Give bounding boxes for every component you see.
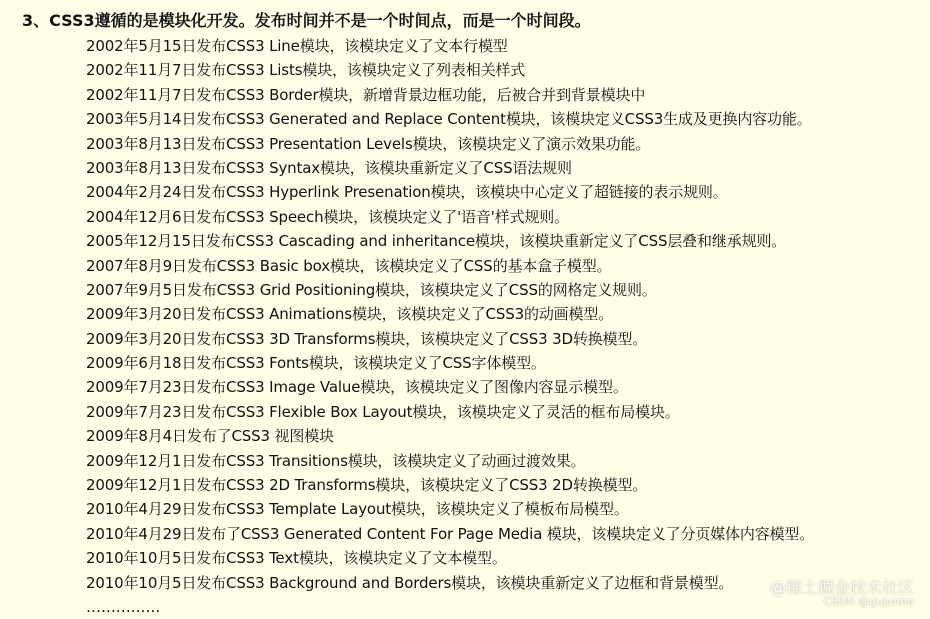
watermark-juejin: @稀土掘金技术社区 — [769, 578, 914, 597]
section-heading: 3、CSS3遵循的是模块化开发。发布时间并不是一个时间点，而是一个时间段。 — [22, 11, 591, 30]
release-timeline-list — [86, 34, 814, 619]
list-item: 2003年8月13日发布CSS3 Syntax模块，该模块重新定义了CSS语法规则 — [86, 158, 572, 177]
list-item: 2007年8月9日发布CSS3 Basic box模块，该模块定义了CSS的基本盒子模型。 — [86, 256, 612, 275]
list-item: 2009年12月1日发布CSS3 2D Transforms模块，该模块定义了CSS3 2D转换模型。 — [86, 476, 648, 495]
list-item: 2004年12月6日发布CSS3 Speech模块，该模块定义了'语音'样式规则。 — [86, 207, 569, 226]
list-item: 2004年2月24日发布CSS3 Hyperlink Presenation模块，该模块中心定义了超链接的表示规则。 — [86, 183, 728, 202]
watermark-csdn: CSDN @gujunhe — [823, 595, 914, 608]
list-item: 2002年11月7日发布CSS3 Border模块，新增背景边框功能，后被合并到背景模块中 — [86, 85, 646, 104]
list-item: 2002年5月15日发布CSS3 Line模块，该模块定义了文本行模型 — [86, 37, 508, 55]
list-item: 2010年4月29日发布了CSS3 Generated Content For Page Media 模块，该模块定义了分页媒体内容模型。 — [86, 524, 815, 543]
list-item: 2009年8月4日发布了CSS3 视图模块 — [86, 427, 334, 446]
list-item: 2003年8月13日发布CSS3 Presentation Levels模块，该模块定义了演示效果功能。 — [86, 134, 651, 153]
list-item: 2009年12月1日发布CSS3 Transitions模块，该模块定义了动画过渡效果。 — [86, 451, 586, 470]
list-item: 2009年7月23日发布CSS3 Flexible Box Layout模块，该模块定义了灵活的框布局模块。 — [86, 402, 680, 421]
list-item: 2009年7月23日发布CSS3 Image Value模块，该模块定义了图像内容显示模型。 — [86, 378, 628, 397]
list-item: 2003年5月14日发布CSS3 Generated and Replace Content模块，该模块定义CSS3生成及更换内容功能。 — [86, 110, 812, 129]
list-item: 2005年12月15日发布CSS3 Cascading and inheritance模块，该模块重新定义了CSS层叠和继承规则。 — [86, 232, 787, 251]
list-item: 2009年3月20日发布CSS3 Animations模块，该模块定义了CSS3的动画模型。 — [86, 305, 614, 324]
list-item: 2010年10月5日发布CSS3 Background and Borders模块，该模块重新定义了边框和背景模型。 — [86, 573, 734, 592]
list-item: 2009年6月18日发布CSS3 Fonts模块，该模块定义了CSS字体模型。 — [86, 354, 546, 373]
list-item: 2010年4月29日发布CSS3 Template Layout模块，该模块定义了模板布局模型。 — [86, 500, 629, 519]
list-item: 2007年9月5日发布CSS3 Grid Positioning模块，该模块定义了CSS的网格定义规则。 — [86, 280, 657, 299]
list-item: 2010年10月5日发布CSS3 Text模块，该模块定义了文本模型。 — [86, 549, 507, 568]
list-item-ellipsis: …………… — [86, 597, 161, 616]
list-item: 2002年11月7日发布CSS3 Lists模块，该模块定义了列表相关样式 — [86, 61, 526, 80]
list-item: 2009年3月20日发布CSS3 3D Transforms模块，该模块定义了CSS3 3D转换模型。 — [86, 329, 648, 348]
